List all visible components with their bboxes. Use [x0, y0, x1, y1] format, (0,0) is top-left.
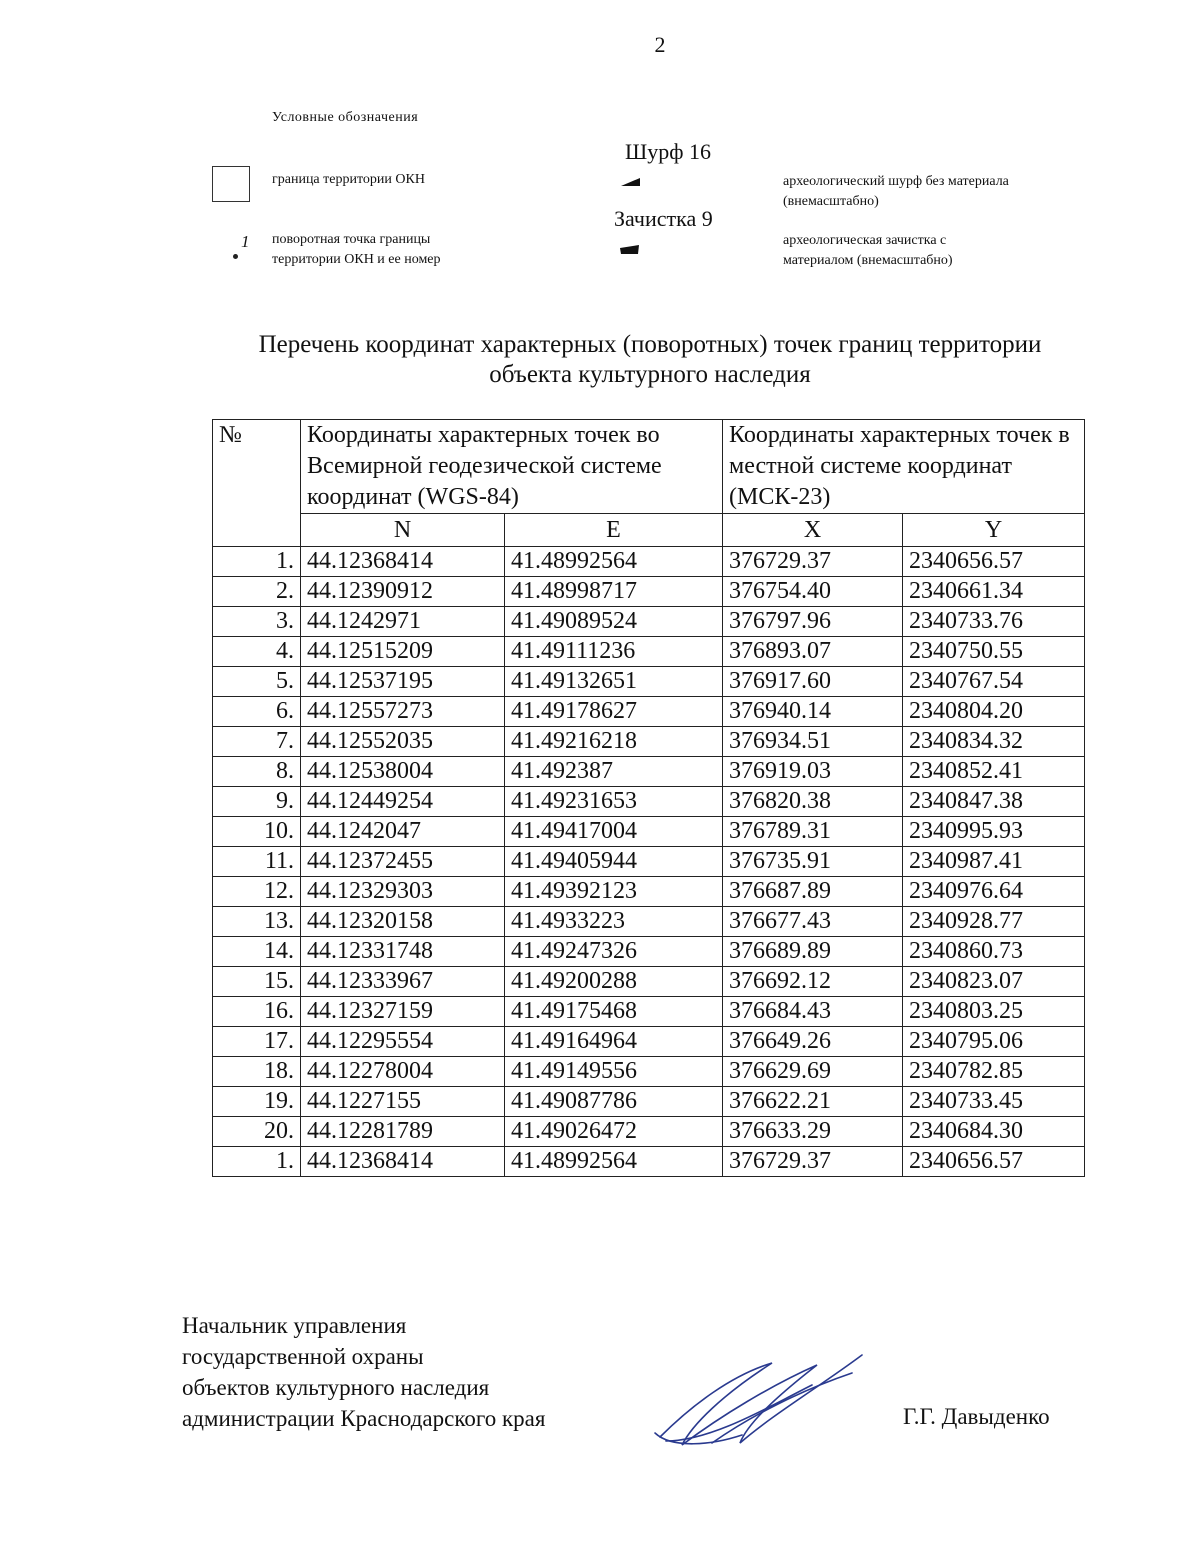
signer-line2: государственной охраны — [182, 1344, 424, 1369]
cell-number: 9. — [213, 787, 301, 817]
table-row — [213, 667, 1085, 697]
table-row — [213, 997, 1085, 1027]
cell-y: 2340656.57 — [903, 547, 1085, 577]
cell-x: 376633.29 — [723, 1117, 903, 1147]
table-body — [213, 547, 1085, 1177]
legend-point-label-line1: поворотная точка границы — [272, 232, 431, 247]
col-e-header: E — [505, 514, 723, 547]
cell-x: 376687.89 — [723, 877, 903, 907]
cell-number: 16. — [213, 997, 301, 1027]
table-row — [213, 547, 1085, 577]
cell-x: 376789.31 — [723, 817, 903, 847]
table-row — [213, 967, 1085, 997]
cell-y: 2340782.85 — [903, 1057, 1085, 1087]
cell-x: 376629.69 — [723, 1057, 903, 1087]
cell-number: 1. — [213, 547, 301, 577]
cell-y: 2340767.54 — [903, 667, 1085, 697]
cell-e: 41.49417004 — [505, 817, 723, 847]
table-row — [213, 757, 1085, 787]
cell-x: 376940.14 — [723, 697, 903, 727]
cell-e: 41.49164964 — [505, 1027, 723, 1057]
col-msk-header: Координаты характерных точек в местной системе координат (МСК-23) — [723, 420, 1085, 514]
table-row — [213, 1027, 1085, 1057]
cell-e: 41.4933223 — [505, 907, 723, 937]
cell-n: 44.12515209 — [301, 637, 505, 667]
col-x-header: X — [723, 514, 903, 547]
cell-n: 44.12368414 — [301, 547, 505, 577]
col-number-header: № — [213, 420, 301, 547]
legend-clearing-label — [783, 231, 953, 271]
cell-y: 2340733.76 — [903, 607, 1085, 637]
cell-y: 2340656.57 — [903, 1147, 1085, 1177]
signer-line4: администрации Краснодарского края — [182, 1406, 546, 1431]
handwritten-signature — [652, 1345, 872, 1460]
cell-number: 12. — [213, 877, 301, 907]
cell-x: 376919.03 — [723, 757, 903, 787]
pit-symbol-icon — [621, 174, 641, 192]
cell-number: 20. — [213, 1117, 301, 1147]
cell-y: 2340860.73 — [903, 937, 1085, 967]
cell-e: 41.49178627 — [505, 697, 723, 727]
cell-n: 44.12320158 — [301, 907, 505, 937]
table-row — [213, 1147, 1085, 1177]
cell-n: 44.12333967 — [301, 967, 505, 997]
cell-e: 41.49026472 — [505, 1117, 723, 1147]
legend-clearing-label-line1: археологическая зачистка с — [783, 233, 947, 248]
table-row — [213, 937, 1085, 967]
cell-number: 10. — [213, 817, 301, 847]
cell-e: 41.49175468 — [505, 997, 723, 1027]
boundary-symbol-icon — [212, 166, 250, 202]
legend-boundary-label: граница территории ОКН — [272, 172, 425, 187]
cell-e: 41.492387 — [505, 757, 723, 787]
cell-x: 376622.21 — [723, 1087, 903, 1117]
col-y-header: Y — [903, 514, 1085, 547]
coordinates-table — [212, 419, 1085, 1177]
clearing-caption: Зачистка 9 — [614, 206, 713, 231]
heading-line1: Перечень координат характерных (поворотных) точек границ территории — [258, 331, 1042, 358]
cell-e: 41.49247326 — [505, 937, 723, 967]
cell-x: 376729.37 — [723, 1147, 903, 1177]
cell-n: 44.12552035 — [301, 727, 505, 757]
cell-x: 376754.40 — [723, 577, 903, 607]
cell-n: 44.12329303 — [301, 877, 505, 907]
cell-number: 17. — [213, 1027, 301, 1057]
page-number: 2 — [654, 32, 666, 57]
table-row — [213, 907, 1085, 937]
clearing-symbol-icon — [620, 242, 640, 260]
cell-e: 41.49216218 — [505, 727, 723, 757]
cell-number: 4. — [213, 637, 301, 667]
cell-y: 2340976.64 — [903, 877, 1085, 907]
cell-y: 2340852.41 — [903, 757, 1085, 787]
cell-number: 19. — [213, 1087, 301, 1117]
cell-y: 2340847.38 — [903, 787, 1085, 817]
cell-n: 44.12557273 — [301, 697, 505, 727]
turning-point-icon — [229, 232, 259, 264]
table-row — [213, 637, 1085, 667]
cell-e: 41.49149556 — [505, 1057, 723, 1087]
signer-title — [182, 1310, 545, 1434]
cell-x: 376677.43 — [723, 907, 903, 937]
cell-n: 44.12449254 — [301, 787, 505, 817]
table-row — [213, 847, 1085, 877]
cell-n: 44.12372455 — [301, 847, 505, 877]
signer-line3: объектов культурного наследия — [182, 1375, 490, 1400]
table-row — [213, 727, 1085, 757]
legend-point-label-line2: территории ОКН и ее номер — [272, 252, 441, 267]
cell-x: 376797.96 — [723, 607, 903, 637]
cell-y: 2340995.93 — [903, 817, 1085, 847]
cell-e: 41.48998717 — [505, 577, 723, 607]
cell-y: 2340795.06 — [903, 1027, 1085, 1057]
cell-y: 2340750.55 — [903, 637, 1085, 667]
cell-e: 41.49405944 — [505, 847, 723, 877]
cell-number: 15. — [213, 967, 301, 997]
table-row — [213, 1117, 1085, 1147]
signer-name: Г.Г. Давыденко — [903, 1404, 1050, 1429]
table-row — [213, 697, 1085, 727]
cell-n: 44.12281789 — [301, 1117, 505, 1147]
cell-x: 376917.60 — [723, 667, 903, 697]
cell-y: 2340803.25 — [903, 997, 1085, 1027]
cell-y: 2340834.32 — [903, 727, 1085, 757]
cell-number: 13. — [213, 907, 301, 937]
cell-number: 18. — [213, 1057, 301, 1087]
cell-e: 41.49087786 — [505, 1087, 723, 1117]
turning-point-number: 1 — [241, 232, 250, 251]
cell-y: 2340928.77 — [903, 907, 1085, 937]
cell-number: 1. — [213, 1147, 301, 1177]
cell-n: 44.12537195 — [301, 667, 505, 697]
cell-n: 44.12278004 — [301, 1057, 505, 1087]
cell-n: 44.12327159 — [301, 997, 505, 1027]
cell-x: 376934.51 — [723, 727, 903, 757]
legend-pit-label-line2: (внемасштабно) — [783, 194, 879, 209]
legend-point-label — [272, 230, 441, 270]
signer-line1: Начальник управления — [182, 1313, 407, 1338]
cell-n: 44.12295554 — [301, 1027, 505, 1057]
cell-e: 41.48992564 — [505, 547, 723, 577]
legend-pit-label — [783, 172, 1009, 212]
cell-number: 8. — [213, 757, 301, 787]
col-wgs-header: Координаты характерных точек во Всемирной геодезической системе координат (WGS-84) — [301, 420, 723, 514]
table-row — [213, 1087, 1085, 1117]
cell-n: 44.1242047 — [301, 817, 505, 847]
page-heading — [160, 330, 1140, 390]
cell-x: 376684.43 — [723, 997, 903, 1027]
cell-x: 376692.12 — [723, 967, 903, 997]
table-subheader-row — [213, 514, 1085, 547]
cell-n: 44.12368414 — [301, 1147, 505, 1177]
cell-x: 376729.37 — [723, 547, 903, 577]
cell-number: 2. — [213, 577, 301, 607]
col-n-header: N — [301, 514, 505, 547]
cell-x: 376649.26 — [723, 1027, 903, 1057]
cell-e: 41.49111236 — [505, 637, 723, 667]
cell-y: 2340733.45 — [903, 1087, 1085, 1117]
cell-n: 44.12331748 — [301, 937, 505, 967]
cell-number: 14. — [213, 937, 301, 967]
cell-x: 376689.89 — [723, 937, 903, 967]
table-row — [213, 817, 1085, 847]
cell-e: 41.49392123 — [505, 877, 723, 907]
table-row — [213, 877, 1085, 907]
cell-y: 2340987.41 — [903, 847, 1085, 877]
table-row — [213, 1057, 1085, 1087]
cell-number: 11. — [213, 847, 301, 877]
cell-number: 6. — [213, 697, 301, 727]
cell-e: 41.48992564 — [505, 1147, 723, 1177]
table-row — [213, 577, 1085, 607]
cell-n: 44.1227155 — [301, 1087, 505, 1117]
cell-e: 41.49089524 — [505, 607, 723, 637]
cell-e: 41.49200288 — [505, 967, 723, 997]
table-row — [213, 787, 1085, 817]
cell-y: 2340823.07 — [903, 967, 1085, 997]
legend-clearing-label-line2: материалом (внемасштабно) — [783, 253, 953, 268]
cell-e: 41.49132651 — [505, 667, 723, 697]
legend-pit-label-line1: археологический шурф без материала — [783, 174, 1009, 189]
cell-n: 44.1242971 — [301, 607, 505, 637]
cell-x: 376893.07 — [723, 637, 903, 667]
cell-n: 44.12390912 — [301, 577, 505, 607]
cell-n: 44.12538004 — [301, 757, 505, 787]
cell-y: 2340804.20 — [903, 697, 1085, 727]
table-row — [213, 607, 1085, 637]
cell-number: 3. — [213, 607, 301, 637]
cell-y: 2340661.34 — [903, 577, 1085, 607]
legend-title: Условные обозначения — [272, 110, 419, 125]
cell-number: 5. — [213, 667, 301, 697]
pit-caption: Шурф 16 — [625, 139, 711, 164]
heading-line2: объекта культурного наследия — [489, 361, 811, 388]
cell-e: 41.49231653 — [505, 787, 723, 817]
table-header-row — [213, 420, 1085, 514]
cell-x: 376820.38 — [723, 787, 903, 817]
cell-number: 7. — [213, 727, 301, 757]
cell-x: 376735.91 — [723, 847, 903, 877]
cell-y: 2340684.30 — [903, 1117, 1085, 1147]
